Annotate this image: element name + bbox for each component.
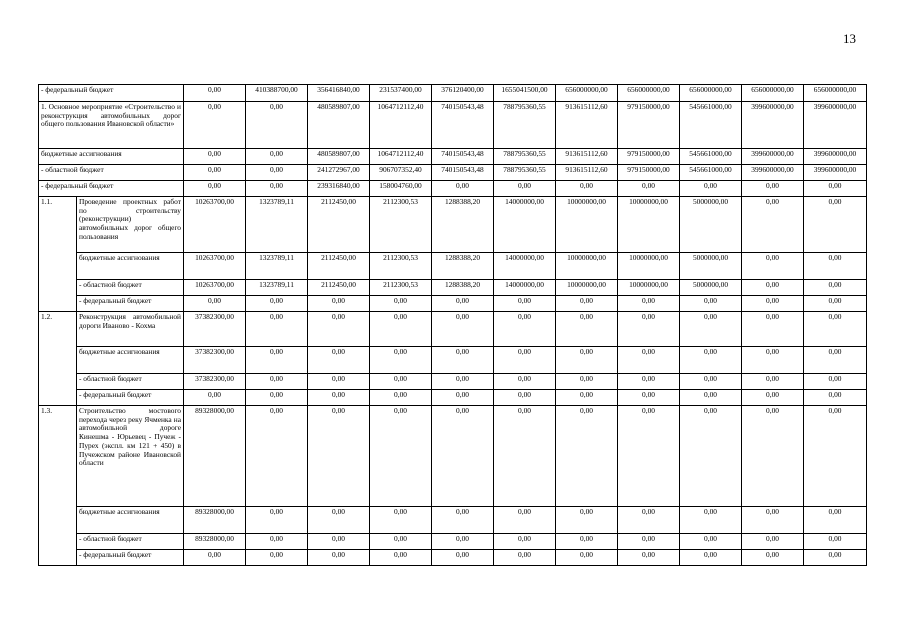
value-cell: 0,00 — [742, 534, 804, 550]
item-description: Реконструкция автомобильной дороги Иваново - Кохма — [77, 312, 184, 347]
value-cell: 356416840,00 — [308, 85, 370, 102]
budget-table-body — [39, 85, 867, 566]
value-cell: 89328000,00 — [184, 534, 246, 550]
value-cell: 0,00 — [308, 550, 370, 566]
value-cell: 0,00 — [432, 181, 494, 197]
value-cell: 0,00 — [308, 312, 370, 347]
value-cell: 0,00 — [370, 374, 432, 390]
table-row — [39, 374, 867, 390]
value-cell: 10000000,00 — [556, 197, 618, 253]
value-cell: 0,00 — [804, 534, 867, 550]
value-cell: 0,00 — [494, 181, 556, 197]
value-cell: 0,00 — [246, 296, 308, 312]
table-row — [39, 507, 867, 534]
table-row — [39, 102, 867, 149]
value-cell: 0,00 — [804, 347, 867, 374]
table-row — [39, 312, 867, 347]
item-description: Строительство мостового перехода через реку Ячменка на автомобильной дороге Кинешма - Юрьевец - Пучеж - Пурех (экспл. км 121 + 450) в Пучежском районе Ивановской области — [77, 406, 184, 507]
value-cell: 545661000,00 — [680, 102, 742, 149]
value-cell: 0,00 — [804, 280, 867, 296]
value-cell: 0,00 — [618, 181, 680, 197]
value-cell: 241272967,00 — [308, 165, 370, 181]
value-cell: 740150543,48 — [432, 102, 494, 149]
value-cell: 0,00 — [618, 296, 680, 312]
value-cell: 0,00 — [556, 181, 618, 197]
value-cell: 0,00 — [494, 390, 556, 406]
value-cell: 0,00 — [494, 550, 556, 566]
row-label: - областной бюджет — [39, 165, 184, 181]
value-cell: 0,00 — [184, 85, 246, 102]
table-row — [39, 534, 867, 550]
value-cell: 0,00 — [308, 347, 370, 374]
value-cell: 0,00 — [494, 406, 556, 507]
value-cell: 0,00 — [184, 102, 246, 149]
value-cell: 1064712112,40 — [370, 102, 432, 149]
value-cell: 0,00 — [556, 507, 618, 534]
table-row — [39, 85, 867, 102]
value-cell: 0,00 — [618, 312, 680, 347]
value-cell: 0,00 — [742, 312, 804, 347]
value-cell: 0,00 — [432, 312, 494, 347]
value-cell: 0,00 — [556, 312, 618, 347]
row-label: - федеральный бюджет — [39, 181, 184, 197]
value-cell: 2112450,00 — [308, 253, 370, 280]
budget-table — [38, 84, 867, 566]
value-cell: 0,00 — [370, 390, 432, 406]
value-cell: 376120400,00 — [432, 85, 494, 102]
table-row — [39, 296, 867, 312]
value-cell: 0,00 — [370, 534, 432, 550]
value-cell: 0,00 — [804, 197, 867, 253]
value-cell: 0,00 — [618, 374, 680, 390]
value-cell: 0,00 — [308, 507, 370, 534]
value-cell: 5000000,00 — [680, 253, 742, 280]
table-row — [39, 181, 867, 197]
value-cell: 0,00 — [432, 296, 494, 312]
value-cell: 0,00 — [556, 296, 618, 312]
value-cell: 0,00 — [804, 374, 867, 390]
value-cell: 5000000,00 — [680, 197, 742, 253]
value-cell: 0,00 — [804, 406, 867, 507]
value-cell: 0,00 — [804, 390, 867, 406]
value-cell: 1323789,11 — [246, 253, 308, 280]
value-cell: 0,00 — [556, 406, 618, 507]
value-cell: 399600000,00 — [804, 102, 867, 149]
value-cell: 10000000,00 — [618, 253, 680, 280]
value-cell: 0,00 — [432, 550, 494, 566]
value-cell: 14000000,00 — [494, 280, 556, 296]
table-row — [39, 253, 867, 280]
value-cell: 1655041500,00 — [494, 85, 556, 102]
value-cell: 0,00 — [432, 374, 494, 390]
value-cell: 656000000,00 — [804, 85, 867, 102]
value-cell: 0,00 — [308, 534, 370, 550]
value-cell: 0,00 — [742, 507, 804, 534]
value-cell: 0,00 — [246, 149, 308, 165]
value-cell: 37382300,00 — [184, 347, 246, 374]
value-cell: 0,00 — [742, 550, 804, 566]
value-cell: 10263700,00 — [184, 197, 246, 253]
value-cell: 0,00 — [680, 507, 742, 534]
value-cell: 656000000,00 — [618, 85, 680, 102]
value-cell: 913615112,60 — [556, 102, 618, 149]
value-cell: 0,00 — [432, 390, 494, 406]
table-row — [39, 347, 867, 374]
value-cell: 979150000,00 — [618, 149, 680, 165]
value-cell: 0,00 — [804, 312, 867, 347]
value-cell: 0,00 — [308, 406, 370, 507]
value-cell: 0,00 — [742, 253, 804, 280]
value-cell: 2112300,53 — [370, 280, 432, 296]
value-cell: 0,00 — [246, 550, 308, 566]
value-cell: 788795360,55 — [494, 102, 556, 149]
row-label: - федеральный бюджет — [39, 85, 184, 102]
value-cell: 545661000,00 — [680, 165, 742, 181]
value-cell: 656000000,00 — [556, 85, 618, 102]
value-cell: 2112300,53 — [370, 197, 432, 253]
value-cell: 0,00 — [246, 347, 308, 374]
value-cell: 89328000,00 — [184, 406, 246, 507]
value-cell: 0,00 — [742, 406, 804, 507]
value-cell: 0,00 — [308, 374, 370, 390]
table-row — [39, 406, 867, 507]
value-cell: 0,00 — [494, 347, 556, 374]
row-label: бюджетные ассигнования — [77, 347, 184, 374]
value-cell: 0,00 — [680, 181, 742, 197]
row-label: - федеральный бюджет — [77, 550, 184, 566]
table-row — [39, 149, 867, 165]
value-cell: 0,00 — [742, 296, 804, 312]
row-label: 1. Основное мероприятие «Строительство и реконструкция автомобильных дорог общего пользования Ивановской области» — [39, 102, 184, 149]
value-cell: 37382300,00 — [184, 312, 246, 347]
value-cell: 0,00 — [494, 296, 556, 312]
value-cell: 37382300,00 — [184, 374, 246, 390]
value-cell: 1323789,11 — [246, 280, 308, 296]
value-cell: 0,00 — [370, 550, 432, 566]
value-cell: 0,00 — [184, 296, 246, 312]
value-cell: 0,00 — [556, 390, 618, 406]
value-cell: 0,00 — [432, 347, 494, 374]
value-cell: 913615112,60 — [556, 149, 618, 165]
value-cell: 788795360,55 — [494, 165, 556, 181]
value-cell: 545661000,00 — [680, 149, 742, 165]
value-cell: 656000000,00 — [680, 85, 742, 102]
value-cell: 14000000,00 — [494, 253, 556, 280]
value-cell: 0,00 — [804, 181, 867, 197]
value-cell: 399600000,00 — [804, 149, 867, 165]
value-cell: 0,00 — [308, 296, 370, 312]
value-cell: 0,00 — [370, 296, 432, 312]
value-cell: 788795360,55 — [494, 149, 556, 165]
value-cell: 979150000,00 — [618, 165, 680, 181]
value-cell: 0,00 — [432, 534, 494, 550]
value-cell: 1288388,20 — [432, 253, 494, 280]
value-cell: 0,00 — [680, 534, 742, 550]
value-cell: 0,00 — [618, 534, 680, 550]
value-cell: 979150000,00 — [618, 102, 680, 149]
value-cell: 0,00 — [742, 390, 804, 406]
value-cell: 0,00 — [618, 550, 680, 566]
value-cell: 0,00 — [246, 102, 308, 149]
value-cell: 0,00 — [246, 534, 308, 550]
page-number: 13 — [843, 31, 856, 46]
value-cell: 239316840,00 — [308, 181, 370, 197]
table-row — [39, 550, 867, 566]
value-cell: 0,00 — [184, 390, 246, 406]
value-cell: 1288388,20 — [432, 197, 494, 253]
value-cell: 0,00 — [184, 149, 246, 165]
value-cell: 740150543,48 — [432, 149, 494, 165]
value-cell: 399600000,00 — [742, 102, 804, 149]
value-cell: 399600000,00 — [742, 149, 804, 165]
value-cell: 0,00 — [680, 296, 742, 312]
value-cell: 0,00 — [184, 550, 246, 566]
value-cell: 0,00 — [246, 390, 308, 406]
value-cell: 0,00 — [618, 406, 680, 507]
value-cell: 0,00 — [680, 390, 742, 406]
value-cell: 913615112,60 — [556, 165, 618, 181]
item-number: 1.1. — [39, 197, 77, 312]
value-cell: 0,00 — [184, 165, 246, 181]
value-cell: 0,00 — [494, 312, 556, 347]
value-cell: 0,00 — [556, 374, 618, 390]
value-cell: 0,00 — [246, 181, 308, 197]
value-cell: 0,00 — [246, 406, 308, 507]
value-cell: 0,00 — [556, 534, 618, 550]
value-cell: 0,00 — [680, 550, 742, 566]
item-number: 1.2. — [39, 312, 77, 406]
value-cell: 0,00 — [246, 165, 308, 181]
value-cell: 0,00 — [370, 406, 432, 507]
value-cell: 2112450,00 — [308, 280, 370, 296]
value-cell: 0,00 — [742, 197, 804, 253]
row-label: - федеральный бюджет — [77, 296, 184, 312]
row-label: бюджетные ассигнования — [77, 507, 184, 534]
value-cell: 656000000,00 — [742, 85, 804, 102]
value-cell: 1323789,11 — [246, 197, 308, 253]
value-cell: 10000000,00 — [556, 253, 618, 280]
value-cell: 2112300,53 — [370, 253, 432, 280]
value-cell: 0,00 — [742, 374, 804, 390]
value-cell: 740150543,48 — [432, 165, 494, 181]
value-cell: 0,00 — [246, 374, 308, 390]
value-cell: 89328000,00 — [184, 507, 246, 534]
value-cell: 10000000,00 — [618, 197, 680, 253]
value-cell: 0,00 — [184, 181, 246, 197]
value-cell: 10000000,00 — [556, 280, 618, 296]
row-label: - областной бюджет — [77, 280, 184, 296]
table-row — [39, 197, 867, 253]
table-row — [39, 390, 867, 406]
value-cell: 0,00 — [804, 550, 867, 566]
value-cell: 480589807,00 — [308, 149, 370, 165]
value-cell: 0,00 — [308, 390, 370, 406]
table-row — [39, 165, 867, 181]
value-cell: 0,00 — [804, 253, 867, 280]
row-label: - федеральный бюджет — [77, 390, 184, 406]
row-label: - областной бюджет — [77, 534, 184, 550]
value-cell: 0,00 — [246, 312, 308, 347]
item-number: 1.3. — [39, 406, 77, 566]
value-cell: 399600000,00 — [742, 165, 804, 181]
value-cell: 0,00 — [618, 507, 680, 534]
row-label: бюджетные ассигнования — [39, 149, 184, 165]
item-description: Проведение проектных работ по строительству (реконструкции) автомобильных дорог общего пользования — [77, 197, 184, 253]
value-cell: 0,00 — [618, 347, 680, 374]
value-cell: 0,00 — [680, 406, 742, 507]
value-cell: 0,00 — [556, 550, 618, 566]
value-cell: 0,00 — [494, 374, 556, 390]
value-cell: 0,00 — [804, 507, 867, 534]
value-cell: 0,00 — [680, 312, 742, 347]
value-cell: 1064712112,40 — [370, 149, 432, 165]
value-cell: 1288388,20 — [432, 280, 494, 296]
row-label: бюджетные ассигнования — [77, 253, 184, 280]
value-cell: 0,00 — [680, 347, 742, 374]
value-cell: 399600000,00 — [804, 165, 867, 181]
value-cell: 158004760,00 — [370, 181, 432, 197]
value-cell: 0,00 — [370, 507, 432, 534]
value-cell: 480589807,00 — [308, 102, 370, 149]
value-cell: 0,00 — [370, 347, 432, 374]
value-cell: 0,00 — [742, 181, 804, 197]
table-row — [39, 280, 867, 296]
value-cell: 14000000,00 — [494, 197, 556, 253]
value-cell: 10263700,00 — [184, 280, 246, 296]
value-cell: 0,00 — [742, 347, 804, 374]
row-label: - областной бюджет — [77, 374, 184, 390]
value-cell: 2112450,00 — [308, 197, 370, 253]
value-cell: 410388700,00 — [246, 85, 308, 102]
value-cell: 0,00 — [494, 507, 556, 534]
value-cell: 0,00 — [432, 507, 494, 534]
value-cell: 0,00 — [246, 507, 308, 534]
value-cell: 10263700,00 — [184, 253, 246, 280]
value-cell: 0,00 — [804, 296, 867, 312]
value-cell: 0,00 — [742, 280, 804, 296]
value-cell: 10000000,00 — [618, 280, 680, 296]
value-cell: 0,00 — [370, 312, 432, 347]
value-cell: 0,00 — [556, 347, 618, 374]
value-cell: 0,00 — [494, 534, 556, 550]
value-cell: 0,00 — [432, 406, 494, 507]
value-cell: 0,00 — [618, 390, 680, 406]
value-cell: 906707352,40 — [370, 165, 432, 181]
value-cell: 231537400,00 — [370, 85, 432, 102]
value-cell: 0,00 — [680, 374, 742, 390]
value-cell: 5000000,00 — [680, 280, 742, 296]
